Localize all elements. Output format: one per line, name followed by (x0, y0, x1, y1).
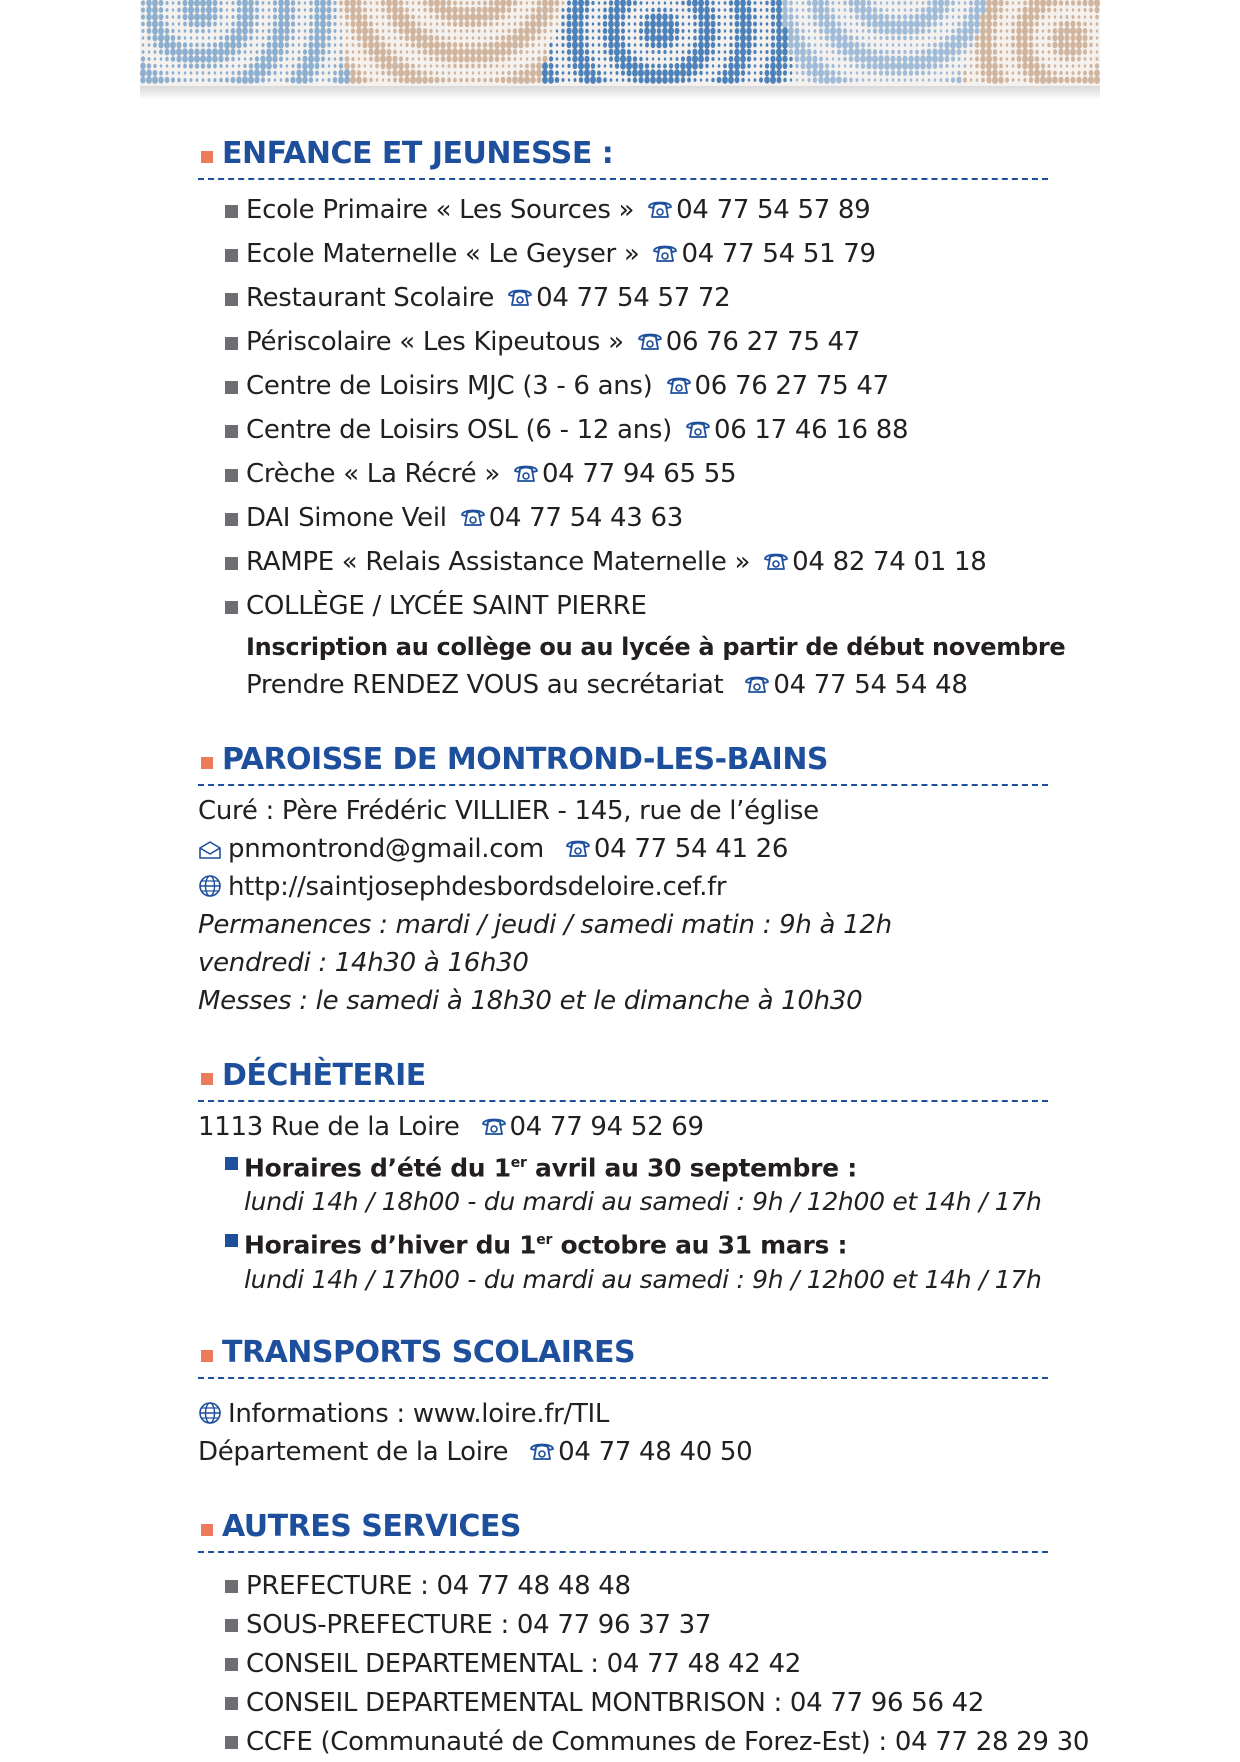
address-line (198, 1108, 1048, 1146)
bullet-square-icon (225, 1697, 238, 1710)
bullet-square-icon (225, 1580, 238, 1593)
college-rdv-text: Prendre RENDEZ VOUS au secrétariat (246, 670, 724, 700)
section-title: ENFANCE ET JEUNESSE : (222, 136, 614, 171)
enfance-item (198, 232, 1048, 276)
college-rdv (198, 666, 1048, 704)
globe-icon (198, 1401, 222, 1425)
item-phone[interactable]: 04 77 94 65 55 (541, 459, 737, 489)
section-square-icon (201, 1073, 213, 1085)
ordinal-sup: er (536, 1232, 553, 1249)
permanences-line: Permanences : mardi / jeudi / samedi matin : 9h à 12h (198, 910, 892, 940)
item-label: Ecole Primaire « Les Sources » (246, 195, 635, 225)
dashed-rule (198, 1100, 1048, 1102)
section-square-icon (201, 151, 213, 163)
college-note (198, 628, 1066, 666)
item-label: RAMPE « Relais Assistance Maternelle » (246, 547, 751, 577)
bullet-square-icon (225, 1736, 238, 1749)
phone-icon (743, 672, 771, 696)
section-square-icon (201, 757, 213, 769)
item-phone[interactable]: 04 77 54 57 72 (536, 283, 731, 313)
phone-icon (512, 461, 540, 485)
section-header (198, 1331, 1048, 1379)
section-autres (198, 1505, 1090, 1762)
dashed-rule (198, 784, 1048, 786)
dashed-rule (198, 1377, 1048, 1379)
enfance-item (198, 276, 1048, 320)
service-item (198, 1684, 1048, 1723)
decheterie-address: 1113 Rue de la Loire (198, 1112, 460, 1142)
schedule-hours: lundi 14h / 17h00 - du mardi au samedi : 9h / 12h00 et 14h / 17h (244, 1264, 1042, 1294)
item-phone[interactable]: 04 77 54 51 79 (681, 239, 876, 269)
bullet-square-icon (225, 557, 238, 570)
item-phone[interactable]: 06 76 27 75 47 (665, 327, 861, 357)
schedule-heading-text: Horaires d’été du 1 (244, 1153, 511, 1183)
schedule-hours: lundi 14h / 18h00 - du mardi au samedi : 9h / 12h00 et 14h / 17h (244, 1187, 1042, 1217)
schedule-heading (244, 1146, 1048, 1185)
departement-phone[interactable]: 04 77 48 40 50 (558, 1436, 753, 1467)
phone-icon (646, 197, 674, 221)
item-phone[interactable]: 06 76 27 75 47 (694, 371, 889, 401)
bullet-square-icon (225, 1658, 238, 1671)
schedule-heading-text: avril au 30 septembre : (526, 1153, 857, 1183)
item-label: Crèche « La Récré » (246, 459, 500, 489)
college-phone[interactable]: 04 77 54 54 48 (773, 670, 968, 700)
section-header (198, 132, 1048, 180)
phone-icon (665, 373, 693, 397)
service-text: PREFECTURE : 04 77 48 48 48 (246, 1570, 631, 1601)
service-item (198, 1645, 1048, 1684)
section-header (198, 738, 1048, 786)
service-item (198, 1567, 1048, 1606)
item-label: Restaurant Scolaire (246, 283, 495, 313)
bullet-square-icon (225, 205, 238, 218)
ordinal-sup: er (510, 1155, 527, 1171)
service-text: CONSEIL DEPARTEMENTAL : 04 77 48 42 42 (246, 1648, 801, 1679)
section-header (198, 1505, 1048, 1553)
service-text: SOUS-PREFECTURE : 04 77 96 37 37 (246, 1609, 712, 1640)
section-header (198, 1054, 1048, 1102)
service-text: CONSEIL DEPARTEMENTAL MONTBRISON : 04 77 96 56 42 (246, 1687, 985, 1718)
messes-line: Messes : le samedi à 18h30 et le dimanche à 10h30 (198, 986, 863, 1016)
item-phone[interactable]: 04 82 74 01 18 (792, 547, 987, 577)
item-phone[interactable]: 06 17 46 16 88 (713, 415, 909, 445)
vendredi-line: vendredi : 14h30 à 16h30 (198, 948, 529, 978)
phone-icon (651, 241, 679, 265)
schedule-ete (198, 1146, 1048, 1219)
globe-icon (198, 874, 222, 898)
web-line (198, 868, 1048, 906)
schedule-hiver (198, 1223, 1048, 1296)
item-label: Ecole Maternelle « Le Geyser » (246, 239, 640, 269)
item-phone[interactable]: 04 77 54 43 63 (488, 503, 683, 533)
enfance-item (198, 452, 1048, 496)
envelope-icon (198, 840, 222, 860)
bullet-square-icon (225, 381, 238, 394)
enfance-list (198, 188, 1048, 584)
email-line (198, 830, 1048, 868)
section-transports (198, 1331, 1048, 1471)
bullet-square-icon (225, 249, 238, 262)
autres-list (198, 1567, 1090, 1762)
cure-line: Curé : Père Frédéric VILLIER - 145, rue de l’église (198, 796, 819, 826)
section-title: TRANSPORTS SCOLAIRES (222, 1334, 636, 1370)
section-enfance (198, 132, 1066, 704)
decorative-banner (140, 0, 1100, 86)
section-decheterie (198, 1054, 1048, 1297)
web-link[interactable]: http://saintjosephdesbordsdeloire.cef.fr (228, 872, 727, 902)
departement-line (198, 1433, 1048, 1471)
phone-icon (528, 1439, 556, 1463)
bullet-square-icon (225, 293, 238, 306)
enfance-item (198, 408, 1048, 452)
enfance-item (198, 320, 1048, 364)
section-paroisse (198, 738, 1048, 1020)
paroisse-phone[interactable]: 04 77 54 41 26 (593, 834, 789, 864)
schedule-heading-text: octobre au 31 mars : (552, 1230, 848, 1260)
item-phone[interactable]: 04 77 54 57 89 (676, 195, 871, 225)
dashed-rule (198, 178, 1048, 180)
item-label: Centre de Loisirs OSL (6 - 12 ans) (246, 415, 672, 445)
departement-label: Département de la Loire (198, 1436, 509, 1467)
section-square-icon (201, 1350, 213, 1362)
dot-pattern-image (140, 0, 1100, 86)
phone-icon (459, 505, 487, 529)
section-title: PAROISSE DE MONTROND-LES-BAINS (222, 742, 829, 777)
phone-icon (564, 836, 592, 860)
bullet-square-icon (225, 425, 238, 438)
college-note-text: Inscription au collège ou au lycée à partir de début novembre (246, 633, 1066, 661)
bullet-square-icon (225, 1619, 238, 1632)
schedule-heading-text: Horaires d’hiver du 1 (244, 1230, 537, 1260)
banner-shadow (140, 86, 1100, 100)
decheterie-phone[interactable]: 04 77 94 52 69 (509, 1112, 704, 1142)
enfance-item (198, 540, 1048, 584)
bullet-square-icon (225, 513, 238, 526)
phone-icon (506, 285, 534, 309)
college-item (198, 584, 1048, 628)
service-item (198, 1606, 1048, 1645)
college-label: COLLÈGE / LYCÉE SAINT PIERRE (246, 591, 647, 621)
phone-icon (480, 1114, 508, 1138)
enfance-item (198, 496, 1048, 540)
bullet-square-icon (225, 1234, 238, 1247)
bullet-square-icon (225, 337, 238, 350)
enfance-item (198, 188, 1048, 232)
item-label: Centre de Loisirs MJC (3 - 6 ans) (246, 371, 653, 401)
section-square-icon (201, 1524, 213, 1536)
enfance-item (198, 364, 1048, 408)
item-label: Périscolaire « Les Kipeutous » (246, 327, 624, 357)
schedule-heading (244, 1223, 1048, 1262)
email-link[interactable]: pnmontrond@gmail.com (228, 834, 544, 864)
transports-info[interactable]: Informations : www.loire.fr/TIL (228, 1398, 610, 1429)
section-title: AUTRES SERVICES (222, 1508, 521, 1544)
item-label: DAI Simone Veil (246, 503, 447, 533)
service-item (198, 1723, 1090, 1762)
transports-info-line (198, 1395, 1048, 1433)
section-title: DÉCHÈTERIE (222, 1058, 426, 1093)
bullet-square-icon (225, 469, 238, 482)
service-text: CCFE (Communauté de Communes de Forez-Est) : 04 77 28 29 30 (246, 1726, 1090, 1757)
dashed-rule (198, 1551, 1048, 1553)
bullet-square-icon (225, 601, 238, 614)
phone-icon (762, 549, 790, 573)
phone-icon (636, 329, 664, 353)
page-content (198, 132, 1090, 1762)
phone-icon (684, 417, 712, 441)
bullet-square-icon (225, 1157, 238, 1170)
